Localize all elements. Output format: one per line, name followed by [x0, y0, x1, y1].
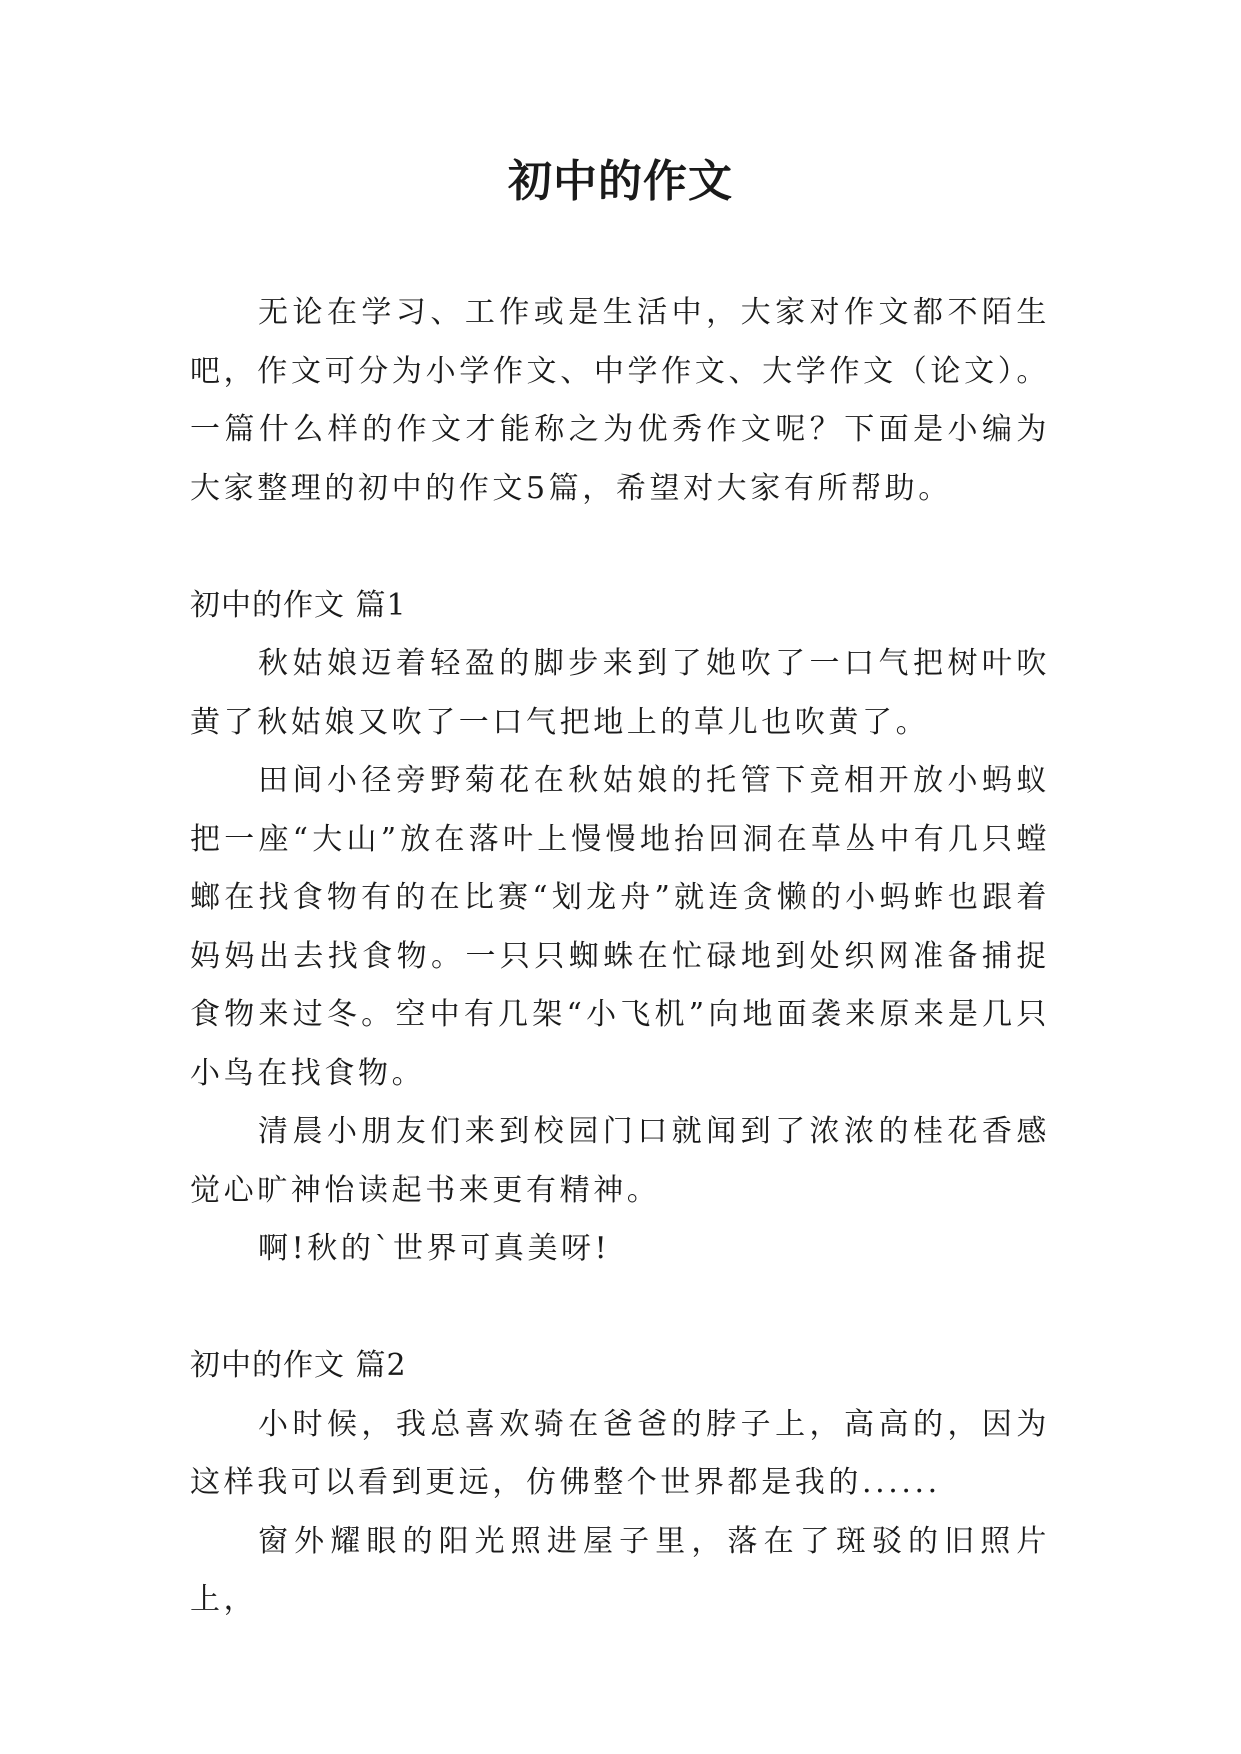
intro-paragraph: 无论在学习、工作或是生活中，大家对作文都不陌生吧，作文可分为小学作文、中学作文、大学作文（论文）。一篇什么样的作文才能称之为优秀作文呢？下面是小编为大家整理的初中的作文5篇，希望对大家有所帮助。: [190, 295, 1050, 506]
page-title: 初中的作文: [508, 156, 733, 207]
body-paragraph: 田间小径旁野菊花在秋姑娘的托管下竞相开放小蚂蚁把一座“大山”放在落叶上慢慢地抬回洞在草丛中有几只螳螂在找食物有的在比赛“划龙舟”就连贪懒的小蚂蚱也跟着妈妈出去找食物。一只只蜘蛛在忙碌地到处织网准备捕捉食物来过冬。空中有几架“小飞机”向地面袭来原来是几只小鸟在找食物。: [190, 763, 1050, 1091]
body-paragraph: 小时候，我总喜欢骑在爸爸的脖子上，高高的，因为这样我可以看到更远，仿佛整个世界都是我的......: [190, 1406, 1050, 1500]
section-gap: [190, 1279, 1050, 1338]
body-paragraph: 秋姑娘迈着轻盈的脚步来到了她吹了一口气把树叶吹黄了秋姑娘又吹了一口气把地上的草儿也吹黄了。: [190, 646, 1050, 740]
section-heading: 初中的作文 篇2: [190, 1348, 407, 1383]
section-gap: [190, 518, 1050, 577]
document-body: [190, 284, 1050, 1630]
section-heading: 初中的作文 篇1: [190, 587, 407, 623]
body-paragraph: 窗外耀眼的阳光照进屋子里，落在了斑驳的旧照片上，: [190, 1523, 1050, 1617]
body-paragraph: 清晨小朋友们来到校园门口就闻到了浓浓的桂花香感觉心旷神怡读起书来更有精神。: [190, 1114, 1050, 1208]
body-paragraph: 啊!秋的`世界可真美呀!: [258, 1231, 611, 1266]
